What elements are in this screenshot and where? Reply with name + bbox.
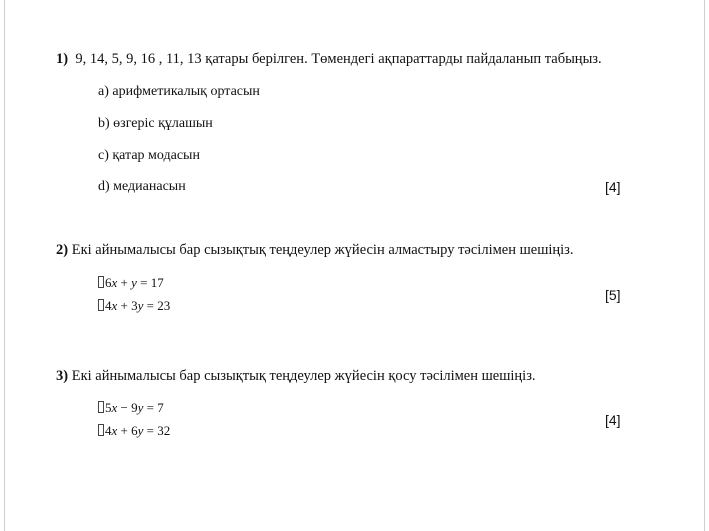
question-1-text: 9, 14, 5, 9, 16 , 11, 13 қатары берілген. Төмендегі ақпараттарды пайдаланып табыңыз. (75, 51, 602, 67)
question-1-marks: [4] (605, 179, 621, 195)
document-page (4, 0, 705, 531)
brace-placeholder-icon (98, 299, 104, 311)
question-3 (56, 368, 536, 385)
question-2-marks: [5] (605, 287, 621, 303)
question-3-equation-2: 4x + 6y = 32 (98, 423, 170, 439)
question-2-text: Екі айнымалысы бар сызықтық теңдеулер жүйесін алмастыру тәсілімен шешіңіз. (71, 242, 574, 258)
question-3-equation-1: 5x − 9y = 7 (98, 400, 164, 416)
brace-placeholder-icon (98, 276, 104, 288)
question-3-text: Екі айнымалысы бар сызықтық теңдеулер жүйесін қосу тәсілімен шешіңіз. (71, 368, 536, 384)
question-2 (56, 242, 574, 259)
question-1-item-d: d) медианасын (98, 179, 186, 194)
question-2-equation-1: 6x + y = 17 (98, 275, 164, 291)
question-2-equation-2: 4x + 3y = 23 (98, 298, 170, 314)
question-3-number: 3) (56, 368, 69, 384)
brace-placeholder-icon (98, 401, 104, 413)
question-3-marks: [4] (605, 412, 621, 428)
question-1-item-c: c) қатар модасын (98, 148, 200, 163)
question-1-number: 1) (56, 51, 69, 67)
question-1-item-a: a) арифметикалық ортасын (98, 84, 260, 99)
question-2-number: 2) (56, 242, 69, 258)
brace-placeholder-icon (98, 424, 104, 436)
question-1-item-b: b) өзгеріс құлашын (98, 116, 213, 131)
question-1 (56, 51, 602, 68)
